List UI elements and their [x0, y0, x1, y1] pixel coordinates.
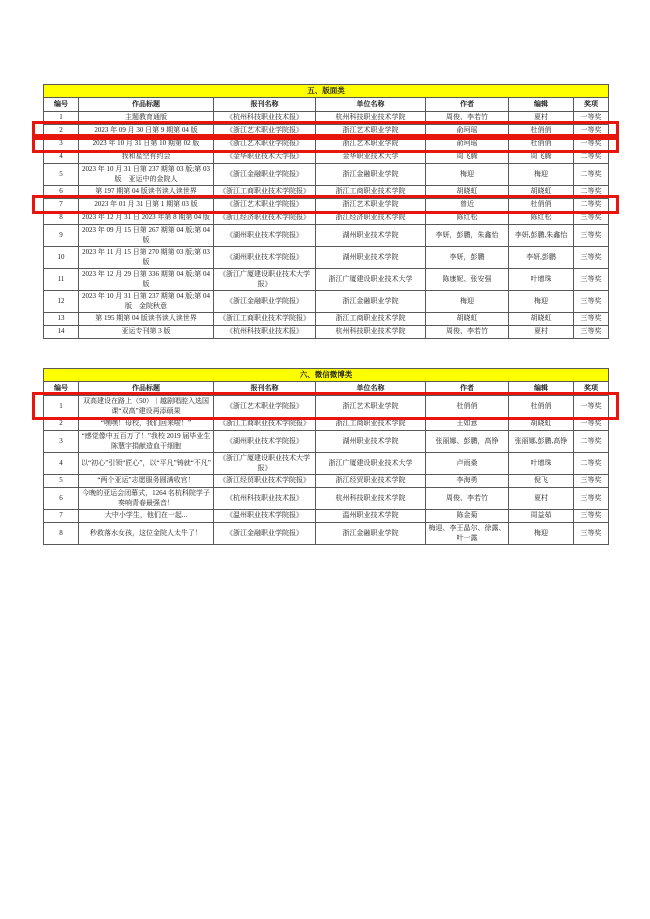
- cell-unit: 金华职业技术大学: [316, 151, 426, 164]
- table-row: [44, 431, 609, 453]
- cell-author: 曾近: [426, 199, 509, 212]
- cell-editor: 李妍,彭鹏: [509, 247, 574, 269]
- cell-unit: 浙江艺术职业学院: [316, 199, 426, 212]
- cell-title: 我和星空有约会: [79, 151, 214, 164]
- cell-publication: 《温州职业技术学院报》: [214, 510, 316, 523]
- cell-author: 李海勇: [426, 475, 509, 488]
- cell-unit: 浙江艺术职业学院: [316, 396, 426, 418]
- table-row: [44, 313, 609, 326]
- column-header: 奖项: [574, 98, 609, 112]
- cell-author: 王如意: [426, 418, 509, 431]
- column-header: 单位名称: [316, 382, 426, 396]
- cell-no: 7: [44, 510, 79, 523]
- cell-award: 三等奖: [574, 269, 609, 291]
- cell-award: 三等奖: [574, 475, 609, 488]
- cell-publication: 《浙江金融职业学院报》: [214, 291, 316, 313]
- cell-award: 三等奖: [574, 488, 609, 510]
- cell-author: 杜俏俏: [426, 396, 509, 418]
- cell-editor: 李妍,彭鹏,朱鑫怡: [509, 225, 574, 247]
- column-header: 编号: [44, 98, 79, 112]
- cell-title: 2023 年 11 月 15 日第 270 期第 03 版;第 03 版: [79, 247, 214, 269]
- cell-award: 二等奖: [574, 186, 609, 199]
- cell-publication: 《浙江经济职业技术学院报》: [214, 212, 316, 225]
- cell-award: 三等奖: [574, 212, 609, 225]
- cell-title: 秒救落水女孩，这位金院人太牛了！: [79, 523, 214, 545]
- cell-author: 俞珂瑶: [426, 125, 509, 138]
- cell-no: 9: [44, 225, 79, 247]
- cell-no: 11: [44, 269, 79, 291]
- column-header: 编号: [44, 382, 79, 396]
- cell-publication: 《浙江艺术职业学院报》: [214, 125, 316, 138]
- table-row: [44, 164, 609, 186]
- column-header: 奖项: [574, 382, 609, 396]
- cell-no: 1: [44, 112, 79, 125]
- column-header: 报刊名称: [214, 382, 316, 396]
- cell-title: 2023 年 09 月 15 日第 267 期第 04 版;第 04 版: [79, 225, 214, 247]
- cell-author: 周俊、李若竹: [426, 488, 509, 510]
- cell-editor: 胡晓虹: [509, 186, 574, 199]
- cell-editor: 胡晓虹: [509, 313, 574, 326]
- cell-unit: 浙江艺术职业学院: [316, 125, 426, 138]
- cell-unit: 浙江金融职业学院: [316, 164, 426, 186]
- cell-editor: 周益茹: [509, 510, 574, 523]
- column-header: 作者: [426, 98, 509, 112]
- cell-title: “感觉像中五百万了！”我校 2019 届毕业生陈慧宇捐献造血干细胞: [79, 431, 214, 453]
- table-row: [44, 453, 609, 475]
- cell-award: 一等奖: [574, 396, 609, 418]
- cell-award: 一等奖: [574, 125, 609, 138]
- cell-unit: 浙江广厦建设职业技术大学: [316, 269, 426, 291]
- cell-publication: 《湖州职业技术学院报》: [214, 225, 316, 247]
- header-row: [44, 98, 609, 112]
- cell-award: 三等奖: [574, 225, 609, 247]
- cell-author: 胡晓虹: [426, 186, 509, 199]
- cell-author: 梅迎: [426, 291, 509, 313]
- cell-publication: 《浙江广厦建设职业技术大学报》: [214, 269, 316, 291]
- cell-author: 梅迎、李王晶尔、徐露、叶一露: [426, 523, 509, 545]
- cell-title: 2023 年 12 月 29 日第 336 期第 04 版;第 04 版: [79, 269, 214, 291]
- table-row: [44, 475, 609, 488]
- table-row: [44, 269, 609, 291]
- cell-no: 10: [44, 247, 79, 269]
- cell-publication: 《浙江艺术职业学院报》: [214, 396, 316, 418]
- cell-editor: 胡晓虹: [509, 418, 574, 431]
- cell-award: 二等奖: [574, 164, 609, 186]
- cell-unit: 浙江工商职业技术学院: [316, 313, 426, 326]
- cell-publication: 《浙江金融职业学院报》: [214, 523, 316, 545]
- cell-author: 李妍，彭鹏: [426, 247, 509, 269]
- cell-unit: 浙江经贸职业技术学院: [316, 475, 426, 488]
- cell-editor: 夏村: [509, 488, 574, 510]
- cell-award: 三等奖: [574, 510, 609, 523]
- cell-no: 13: [44, 313, 79, 326]
- cell-editor: 梅迎: [509, 291, 574, 313]
- cell-no: 6: [44, 488, 79, 510]
- cell-title: 主题教育通版: [79, 112, 214, 125]
- cell-no: 4: [44, 151, 79, 164]
- table-row: [44, 151, 609, 164]
- cell-title: 2023 年 12 月 31 日 2023 年第 8 期第 04 版: [79, 212, 214, 225]
- table-row: [44, 212, 609, 225]
- cell-title: 以“初心”引领“匠心”，以“平凡”铸就“不凡”: [79, 453, 214, 475]
- cell-author: 周俊、李若竹: [426, 112, 509, 125]
- table-row: [44, 291, 609, 313]
- cell-publication: 《浙江工商职业技术学院报》: [214, 313, 316, 326]
- cell-author: 俞珂瑶: [426, 138, 509, 151]
- cell-unit: 杭州科技职业技术学院: [316, 112, 426, 125]
- cell-publication: 《湖州职业技术学院报》: [214, 431, 316, 453]
- cell-publication: 《浙江艺术职业学院报》: [214, 199, 316, 212]
- header-row: [44, 382, 609, 396]
- table-row: [44, 523, 609, 545]
- cell-unit: 湖州职业技术学院: [316, 247, 426, 269]
- section-layout-category: [43, 84, 608, 339]
- cell-no: 2: [44, 125, 79, 138]
- cell-title: 2023 年 10 月 31 日第 237 期第 04 版;第 04 版 金院秋意: [79, 291, 214, 313]
- cell-editor: 陈红松: [509, 212, 574, 225]
- cell-no: 14: [44, 326, 79, 339]
- cell-editor: 叶增珠: [509, 453, 574, 475]
- cell-title: “两个亚运”志愿服务圆满收官！: [79, 475, 214, 488]
- cell-award: 二等奖: [574, 431, 609, 453]
- table-title-row: [44, 85, 609, 98]
- cell-award: 二等奖: [574, 199, 609, 212]
- table-row: [44, 199, 609, 212]
- table-row: [44, 418, 609, 431]
- cell-editor: 周飞腾: [509, 151, 574, 164]
- cell-unit: 温州职业技术学院: [316, 510, 426, 523]
- cell-editor: 杜俏俏: [509, 396, 574, 418]
- table-row: [44, 112, 609, 125]
- cell-author: 胡晓虹: [426, 313, 509, 326]
- cell-title: 亚运专刊第 3 版: [79, 326, 214, 339]
- cell-title: “嘿嘿！母校，我们回来啦！”: [79, 418, 214, 431]
- cell-publication: 《浙江广厦建设职业技术大学报》: [214, 453, 316, 475]
- cell-title: 第 195 期第 04 版读书读人读世界: [79, 313, 214, 326]
- cell-editor: 夏村: [509, 112, 574, 125]
- column-header: 单位名称: [316, 98, 426, 112]
- cell-no: 3: [44, 431, 79, 453]
- cell-no: 4: [44, 453, 79, 475]
- column-header: 作者: [426, 382, 509, 396]
- cell-award: 三等奖: [574, 313, 609, 326]
- table-row: [44, 247, 609, 269]
- cell-title: 第 197 期第 04 版读书读人读世界: [79, 186, 214, 199]
- column-header: 报刊名称: [214, 98, 316, 112]
- cell-publication: 《杭州科技职业技术报》: [214, 326, 316, 339]
- table-row: [44, 125, 609, 138]
- cell-editor: 杜俏俏: [509, 138, 574, 151]
- cell-no: 1: [44, 396, 79, 418]
- table-row: [44, 396, 609, 418]
- cell-publication: 《杭州科技职业技术报》: [214, 488, 316, 510]
- cell-editor: 张丽娜,彭鹏,高铮: [509, 431, 574, 453]
- cell-unit: 杭州科技职业技术学院: [316, 326, 426, 339]
- cell-publication: 《浙江经贸职业技术学院报》: [214, 475, 316, 488]
- cell-unit: 湖州职业技术学院: [316, 225, 426, 247]
- cell-award: 一等奖: [574, 138, 609, 151]
- cell-publication: 《杭州科技职业技术报》: [214, 112, 316, 125]
- cell-author: 陈康妮、张安强: [426, 269, 509, 291]
- cell-publication: 《湖州职业技术学院报》: [214, 247, 316, 269]
- cell-unit: 杭州科技职业技术学院: [316, 488, 426, 510]
- cell-publication: 《金华职业技术大学报》: [214, 151, 316, 164]
- cell-no: 5: [44, 475, 79, 488]
- cell-author: 陈金菊: [426, 510, 509, 523]
- section-wechat-weibo-category: [43, 368, 608, 545]
- cell-title: 2023 年 01 月 31 日第 1 期第 03 版: [79, 199, 214, 212]
- awards-table: [43, 368, 609, 545]
- cell-author: 卢雨桑: [426, 453, 509, 475]
- cell-unit: 浙江金融职业学院: [316, 291, 426, 313]
- column-header: 作品标题: [79, 382, 214, 396]
- cell-unit: 浙江广厦建设职业技术大学: [316, 453, 426, 475]
- cell-author: 陈红松: [426, 212, 509, 225]
- cell-editor: 杜俏俏: [509, 125, 574, 138]
- cell-title: 2023 年 10 月 31 日第 237 期第 03 版;第 03 版 亚运中的金院人: [79, 164, 214, 186]
- table-row: [44, 488, 609, 510]
- cell-award: 一等奖: [574, 112, 609, 125]
- cell-no: 8: [44, 523, 79, 545]
- table-row: [44, 225, 609, 247]
- cell-publication: 《浙江工商职业技术学院报》: [214, 418, 316, 431]
- table-title-row: [44, 369, 609, 382]
- cell-award: 三等奖: [574, 326, 609, 339]
- cell-unit: 湖州职业技术学院: [316, 431, 426, 453]
- column-header: 编辑: [509, 382, 574, 396]
- cell-award: 一等奖: [574, 418, 609, 431]
- cell-editor: 杜俏俏: [509, 199, 574, 212]
- cell-title: 双高建设在路上（50）｜越剧唱腔入选国课“双高”建设再添硕果: [79, 396, 214, 418]
- column-header: 编辑: [509, 98, 574, 112]
- cell-award: 三等奖: [574, 523, 609, 545]
- table-row: [44, 510, 609, 523]
- cell-no: 5: [44, 164, 79, 186]
- cell-no: 7: [44, 199, 79, 212]
- table-title: 六、微信微博类: [44, 369, 609, 382]
- cell-award: 三等奖: [574, 291, 609, 313]
- cell-author: 李妍，彭鹏，朱鑫怡: [426, 225, 509, 247]
- cell-editor: 夏村: [509, 326, 574, 339]
- cell-author: 张丽娜、彭鹏，高铮: [426, 431, 509, 453]
- cell-award: 二等奖: [574, 453, 609, 475]
- cell-unit: 浙江工商职业技术学院: [316, 186, 426, 199]
- table-row: [44, 138, 609, 151]
- cell-no: 8: [44, 212, 79, 225]
- cell-editor: 叶增珠: [509, 269, 574, 291]
- cell-author: 周飞腾: [426, 151, 509, 164]
- table-row: [44, 186, 609, 199]
- cell-editor: 倪飞: [509, 475, 574, 488]
- cell-title: 2023 年 09 月 30 日第 9 期第 04 版: [79, 125, 214, 138]
- cell-unit: 浙江艺术职业学院: [316, 138, 426, 151]
- table-title: 五、版面类: [44, 85, 609, 98]
- table-row: [44, 326, 609, 339]
- cell-author: 周俊、李若竹: [426, 326, 509, 339]
- cell-publication: 《浙江金融职业学院报》: [214, 164, 316, 186]
- cell-no: 6: [44, 186, 79, 199]
- cell-no: 3: [44, 138, 79, 151]
- cell-unit: 浙江工商职业技术学院: [316, 418, 426, 431]
- cell-publication: 《浙江艺术职业学院报》: [214, 138, 316, 151]
- cell-title: 2023 年 10 月 31 日第 10 期第 02 版: [79, 138, 214, 151]
- cell-award: 二等奖: [574, 151, 609, 164]
- cell-title: 大中小学生，他们在一起...: [79, 510, 214, 523]
- cell-title: 今晚的亚运会闭幕式，1264 名杭科院学子奏响青春最强音！: [79, 488, 214, 510]
- cell-editor: 梅迎: [509, 523, 574, 545]
- cell-no: 2: [44, 418, 79, 431]
- cell-editor: 梅迎: [509, 164, 574, 186]
- cell-unit: 浙江经济职业技术学院: [316, 212, 426, 225]
- cell-award: 三等奖: [574, 247, 609, 269]
- cell-unit: 浙江金融职业学院: [316, 523, 426, 545]
- cell-author: 梅迎: [426, 164, 509, 186]
- awards-table: [43, 84, 609, 339]
- cell-no: 12: [44, 291, 79, 313]
- column-header: 作品标题: [79, 98, 214, 112]
- cell-publication: 《浙江工商职业技术学院报》: [214, 186, 316, 199]
